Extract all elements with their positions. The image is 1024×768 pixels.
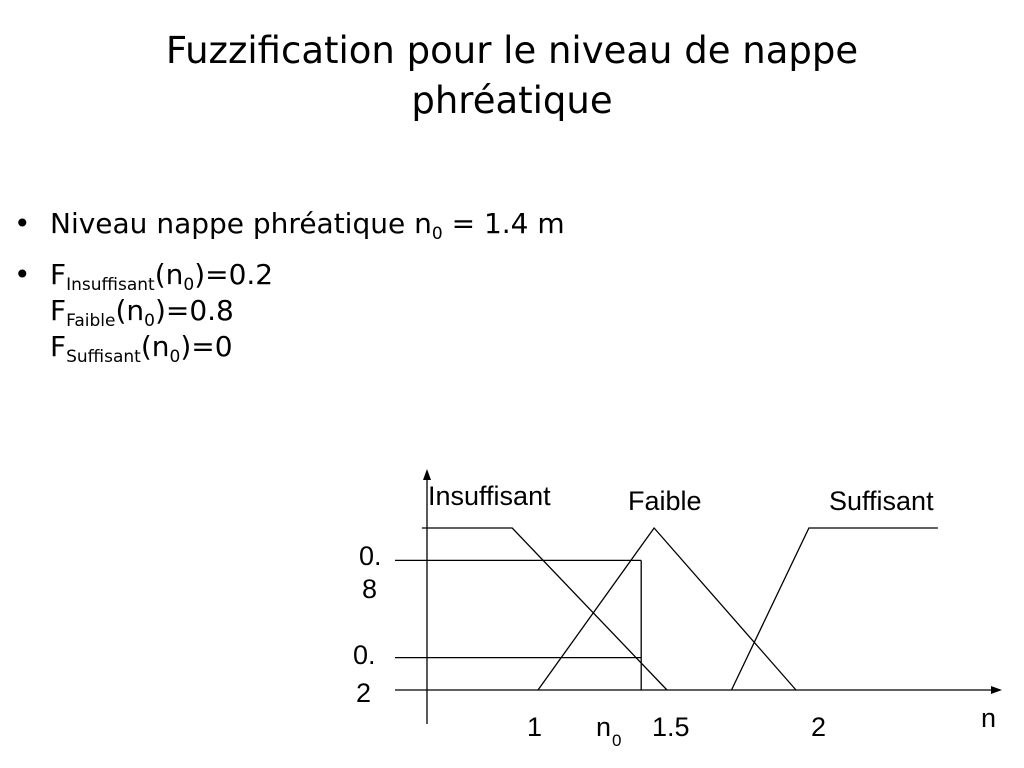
series-faible xyxy=(538,528,796,690)
chart-labels xyxy=(353,481,996,750)
n0-label-subscript: 0 xyxy=(612,731,622,750)
series-suffisant xyxy=(732,528,938,690)
series-insuffisant xyxy=(422,528,667,690)
x-axis-arrow xyxy=(991,686,1002,694)
slide-title: Fuzzification pour le niveau de nappe phréatique xyxy=(165,29,859,122)
series-label-faible: Faible xyxy=(628,486,702,516)
membership-insuffisant: $F_{Insuffisant}(n_0)=0.2$ xyxy=(50,258,274,295)
y-tick-label-0-line1: 0. xyxy=(359,541,382,571)
fuzzy-membership-chart xyxy=(330,460,1020,760)
y-axis-arrow xyxy=(423,469,431,480)
y-tick-label-0-line2: 8 xyxy=(362,574,378,604)
series-label-suffisant: Suffisant xyxy=(829,486,934,516)
bullet-list xyxy=(14,206,714,380)
membership-suffisant: $F_{Suffisant}(n_0)=0$ xyxy=(50,330,233,367)
membership-faible: $F_{Faible}(n_0)=0.8$ xyxy=(50,294,234,331)
bullet-membership-values xyxy=(14,257,714,365)
x-tick-label-1: 1 xyxy=(527,712,543,742)
bullet-dot: • xyxy=(14,258,31,291)
n0-label: n xyxy=(596,712,612,742)
chart-series xyxy=(422,528,938,690)
x-axis-label: n xyxy=(981,703,997,733)
y-tick-label-1-line2: 2 xyxy=(356,678,372,708)
bullet-water-level xyxy=(14,206,714,242)
x-tick-label-1.5: 1.5 xyxy=(652,712,690,742)
x-tick-label-2: 2 xyxy=(811,712,827,742)
y-tick-label-1-line1: 0. xyxy=(353,640,376,670)
water-level-statement: Niveau nappe phréatique $n_0 = 1.4$ m xyxy=(50,207,565,244)
bullet-dot: • xyxy=(14,207,31,240)
series-label-insuffisant: Insuffisant xyxy=(428,481,551,511)
